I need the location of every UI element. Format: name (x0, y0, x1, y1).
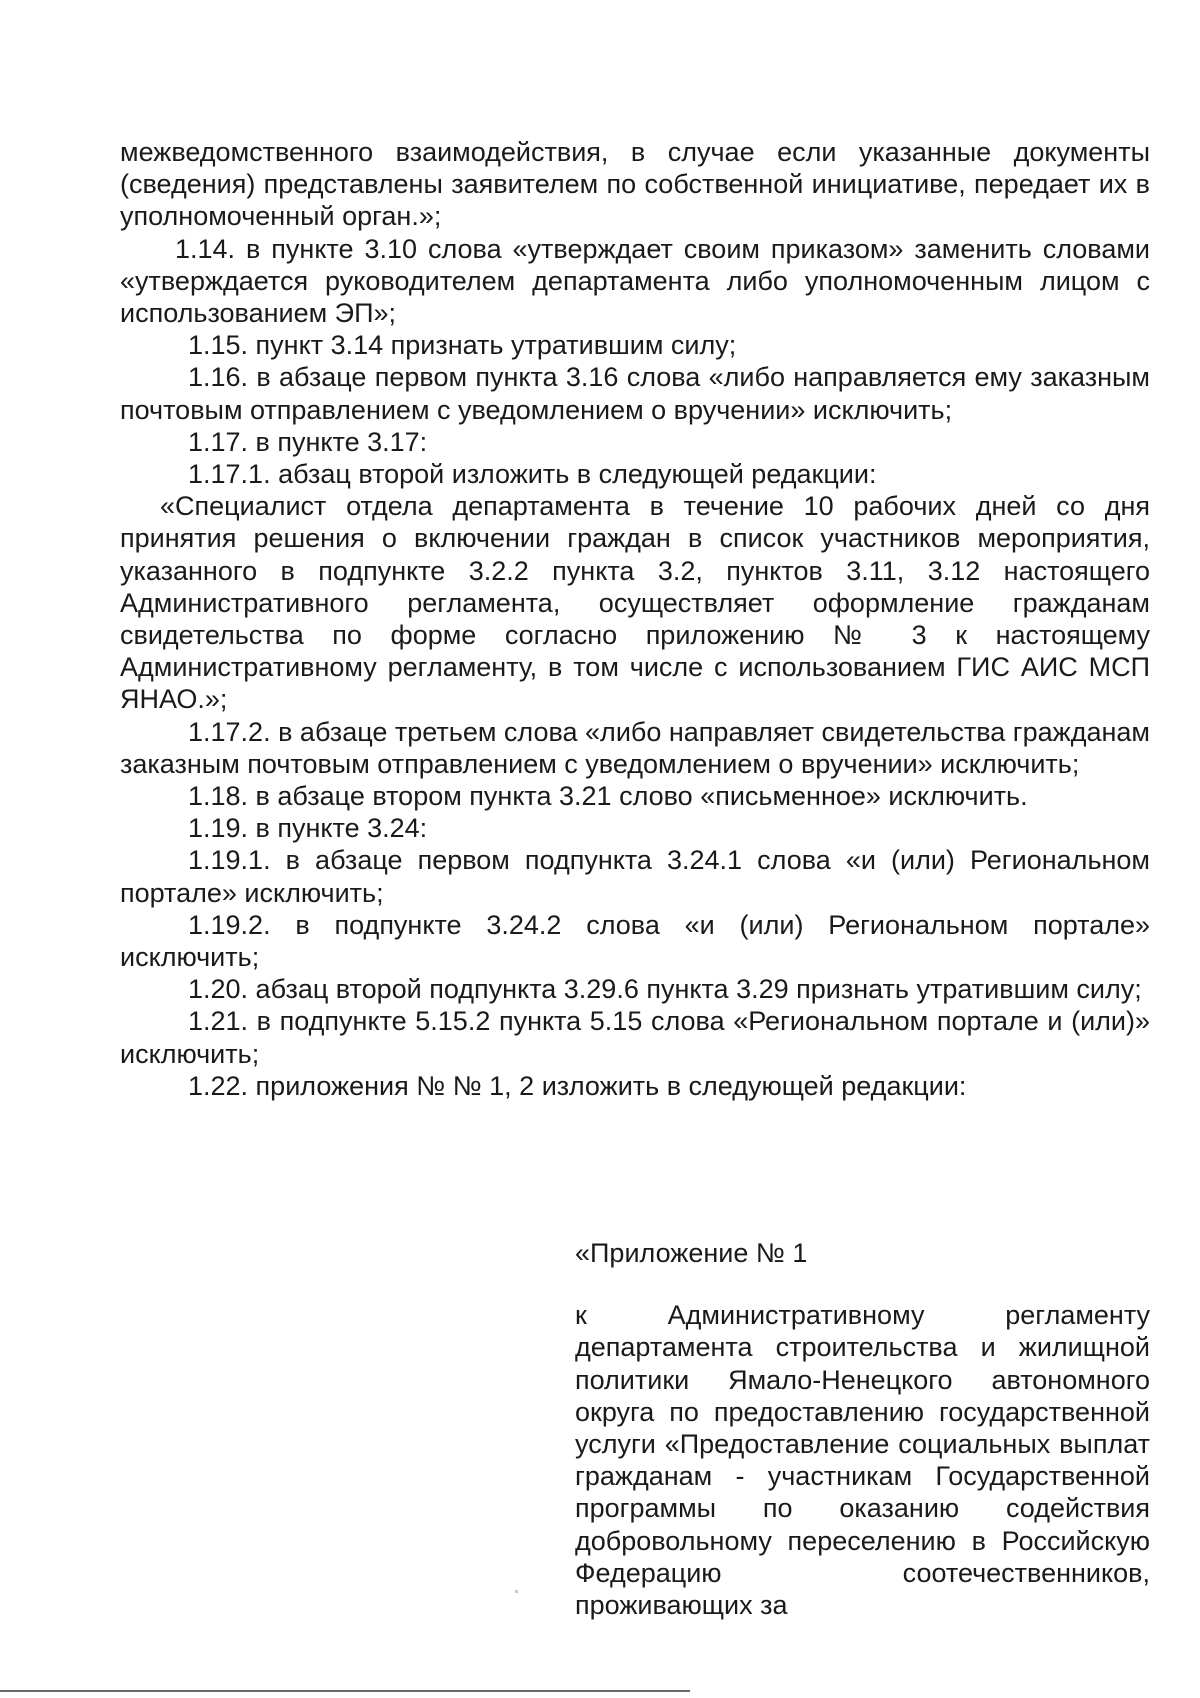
paragraph-1-16: 1.16. в абзаце первом пункта 3.16 слова «либо направляется ему заказным почтовым отправлением с уведомлением о вручении» исключить; (120, 362, 1150, 425)
paragraph-1-14: 1.14. в пункте 3.10 слова «утверждает своим приказом» заменить словами «утверждается руководителем департамента либо уполномоченным лицом с использованием ЭП»; (120, 233, 1150, 329)
paragraph-1-17: 1.17. в пункте 3.17: (188, 426, 428, 457)
scan-edge-line (0, 1690, 690, 1692)
paragraph-1-21: 1.21. в подпункте 5.15.2 пункта 5.15 слова «Региональном портале и (или)» исключить; (120, 1006, 1150, 1069)
paragraph-1-20: 1.20. абзац второй подпункта 3.29.6 пункта 3.29 признать утратившим силу; (188, 974, 1142, 1005)
paragraph-1-19-1: 1.19.1. в абзаце первом подпункта 3.24.1 слова «и (или) Региональном портале» исключить; (120, 845, 1150, 908)
paragraph-1-17-2: 1.17.2. в абзаце третьем слова «либо направляет свидетельства гражданам заказным почтовым отправлением с уведомлением о вручении» исключить; (120, 716, 1150, 779)
paragraph-1-19-2: 1.19.2. в подпункте 3.24.2 слова «и (или) Региональном портале» исключить; (120, 909, 1150, 973)
paragraph-1-22: 1.22. приложения № № 1, 2 изложить в следующей редакции: (188, 1070, 967, 1101)
appendix-title: «Приложение № 1 (575, 1238, 808, 1268)
paragraph-1-15: 1.15. пункт 3.14 признать утратившим силу; (188, 330, 737, 361)
paragraph-1-18: 1.18. в абзаце втором пункта 3.21 слово «письменное» исключить. (188, 781, 1028, 812)
paragraph-1-19: 1.19. в пункте 3.24: (188, 813, 428, 844)
paragraph-1-17-1: 1.17.1. абзац второй изложить в следующей редакции: (188, 459, 877, 490)
paragraph-continuation: межведомственного взаимодействия, в случае если указанные документы (сведения) представлены заявителем по собственной инициативе, передает их в уполномоченный орган.»; (120, 137, 1150, 232)
appendix-description: к Административному регламенту департамента строительства и жилищной политики Ямало-Ненецкого автономного округа по предоставлению государственной услуги «Предоставление социальных выплат гражданам - участникам Государственной программы по оказанию содействия добровольному переселению в Российскую Федерацию соотечественников, проживающих за (575, 1300, 1150, 1621)
scan-artifact-dot (515, 1590, 518, 1593)
document-body (120, 136, 1150, 1102)
appendix-header (575, 1237, 1150, 1621)
paragraph-quote-specialist: «Специалист отдела департамента в течение 10 рабочих дней со дня принятия решения о включении граждан в список участников мероприятия, указанного в подпункте 3.2.2 пункта 3.2, пунктов 3.11, 3.12 настоящего Административного регламента, осуществляет оформление гражданам свидетельства по форме согласно приложению № 3 к настоящему Административному регламенту, в том числе с использованием ГИС АИС МСП ЯНАО.»; (120, 491, 1150, 715)
